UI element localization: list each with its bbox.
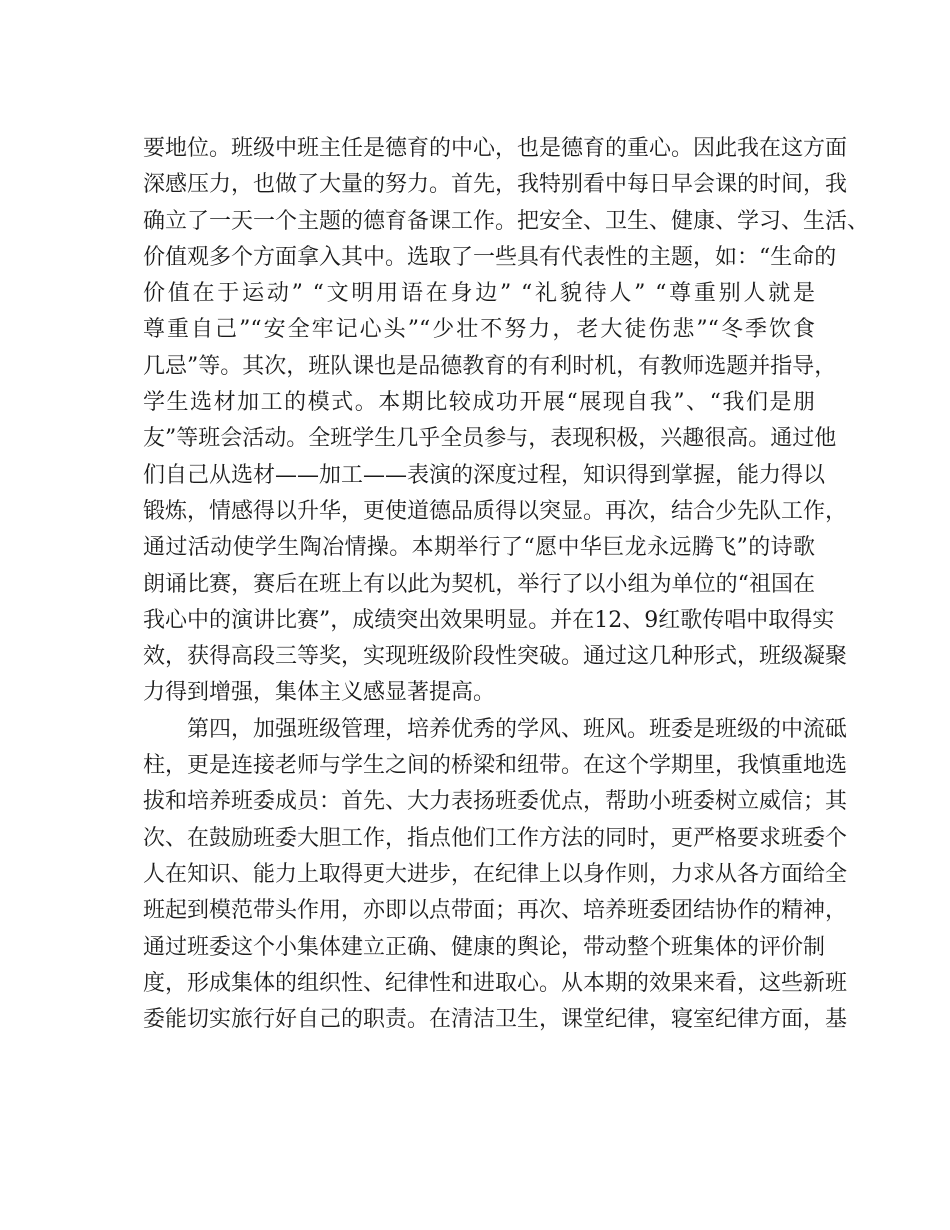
text-line: 度，形成集体的组织性、纪律性和进取心。从本期的效果来看，这些新班 xyxy=(143,970,848,996)
text-line: 确立了一天一个主题的德育备课工作。把安全、卫生、健康、学习、生活、 xyxy=(143,208,870,234)
text-line: 通过班委这个小集体建立正确、健康的舆论，带动整个班集体的评价制 xyxy=(143,934,826,960)
text-line: 班起到模范带头作用，亦即以点带面；再次、培养班委团结协作的精神， xyxy=(143,898,848,924)
text-line: 我心中的演讲比赛”，成绩突出效果明显。并在12、9红歌传唱中取得实 xyxy=(143,607,835,633)
text-line: 学生选材加工的模式。本期比较成功开展“展现自我”、“我们是朋 xyxy=(143,390,815,416)
body-text xyxy=(143,131,870,1038)
text-line: 拔和培养班委成员：首先、大力表扬班委优点，帮助小班委树立威信；其 xyxy=(143,789,848,815)
text-line: 友”等班会活动。全班学生几乎全员参与，表现积极，兴趣很高。通过他 xyxy=(143,426,837,452)
text-line: 朗诵比赛，赛后在班上有以此为契机，举行了以小组为单位的“祖国在 xyxy=(143,571,815,597)
paragraph xyxy=(143,131,870,712)
text-line: 人在知识、能力上取得更大进步，在纪律上以身作则，力求从各方面给全 xyxy=(143,861,848,887)
text-line: 深感压力，也做了大量的努力。首先，我特别看中每日早会课的时间，我 xyxy=(143,172,848,198)
text-line: 效，获得高段三等奖，实现班级阶段性突破。通过这几种形式，班级凝聚 xyxy=(143,644,848,670)
text-line: 们自己从选材——加工——表演的深度过程，知识得到掌握，能力得以 xyxy=(143,462,826,488)
text-line: 锻炼，情感得以升华，更使道德品质得以突显。再次，结合少先队工作， xyxy=(143,498,848,524)
paragraph xyxy=(143,712,848,1039)
text-line: 要地位。班级中班主任是德育的中心，也是德育的重心。因此我在这方面 xyxy=(143,136,848,161)
text-line: 价值观多个方面拿入其中。选取了一些具有代表性的主题，如：“生命的 xyxy=(143,244,837,270)
text-line: 次、在鼓励班委大胆工作，指点他们工作方法的同时，更严格要求班委个 xyxy=(143,825,848,851)
text-line: 委能切实旅行好自己的职责。在清洁卫生，课堂纪律，寝室纪律方面，基 xyxy=(143,1007,848,1033)
text-line: 柱，更是连接老师与学生之间的桥梁和纽带。在这个学期里，我慎重地选 xyxy=(143,753,848,779)
text-line: 力得到增强，集体主义感显著提高。 xyxy=(143,680,496,706)
text-line: 几忌”等。其次，班队课也是品德教育的有利时机，有教师选题并指导， xyxy=(143,353,837,379)
text-line: 尊重自己”“安全牢记心头”“少壮不努力，老大徒伤悲”“冬季饮食 xyxy=(143,317,815,343)
text-line: 价值在于运动” “文明用语在身边” “礼貌待人” “尊重别人就是 xyxy=(143,281,815,307)
text-line: 第四，加强班级管理，培养优秀的学风、班风。班委是班级的中流砥 xyxy=(187,716,848,742)
text-line: 通过活动使学生陶冶情操。本期举行了“愿中华巨龙永远腾飞”的诗歌 xyxy=(143,535,815,561)
